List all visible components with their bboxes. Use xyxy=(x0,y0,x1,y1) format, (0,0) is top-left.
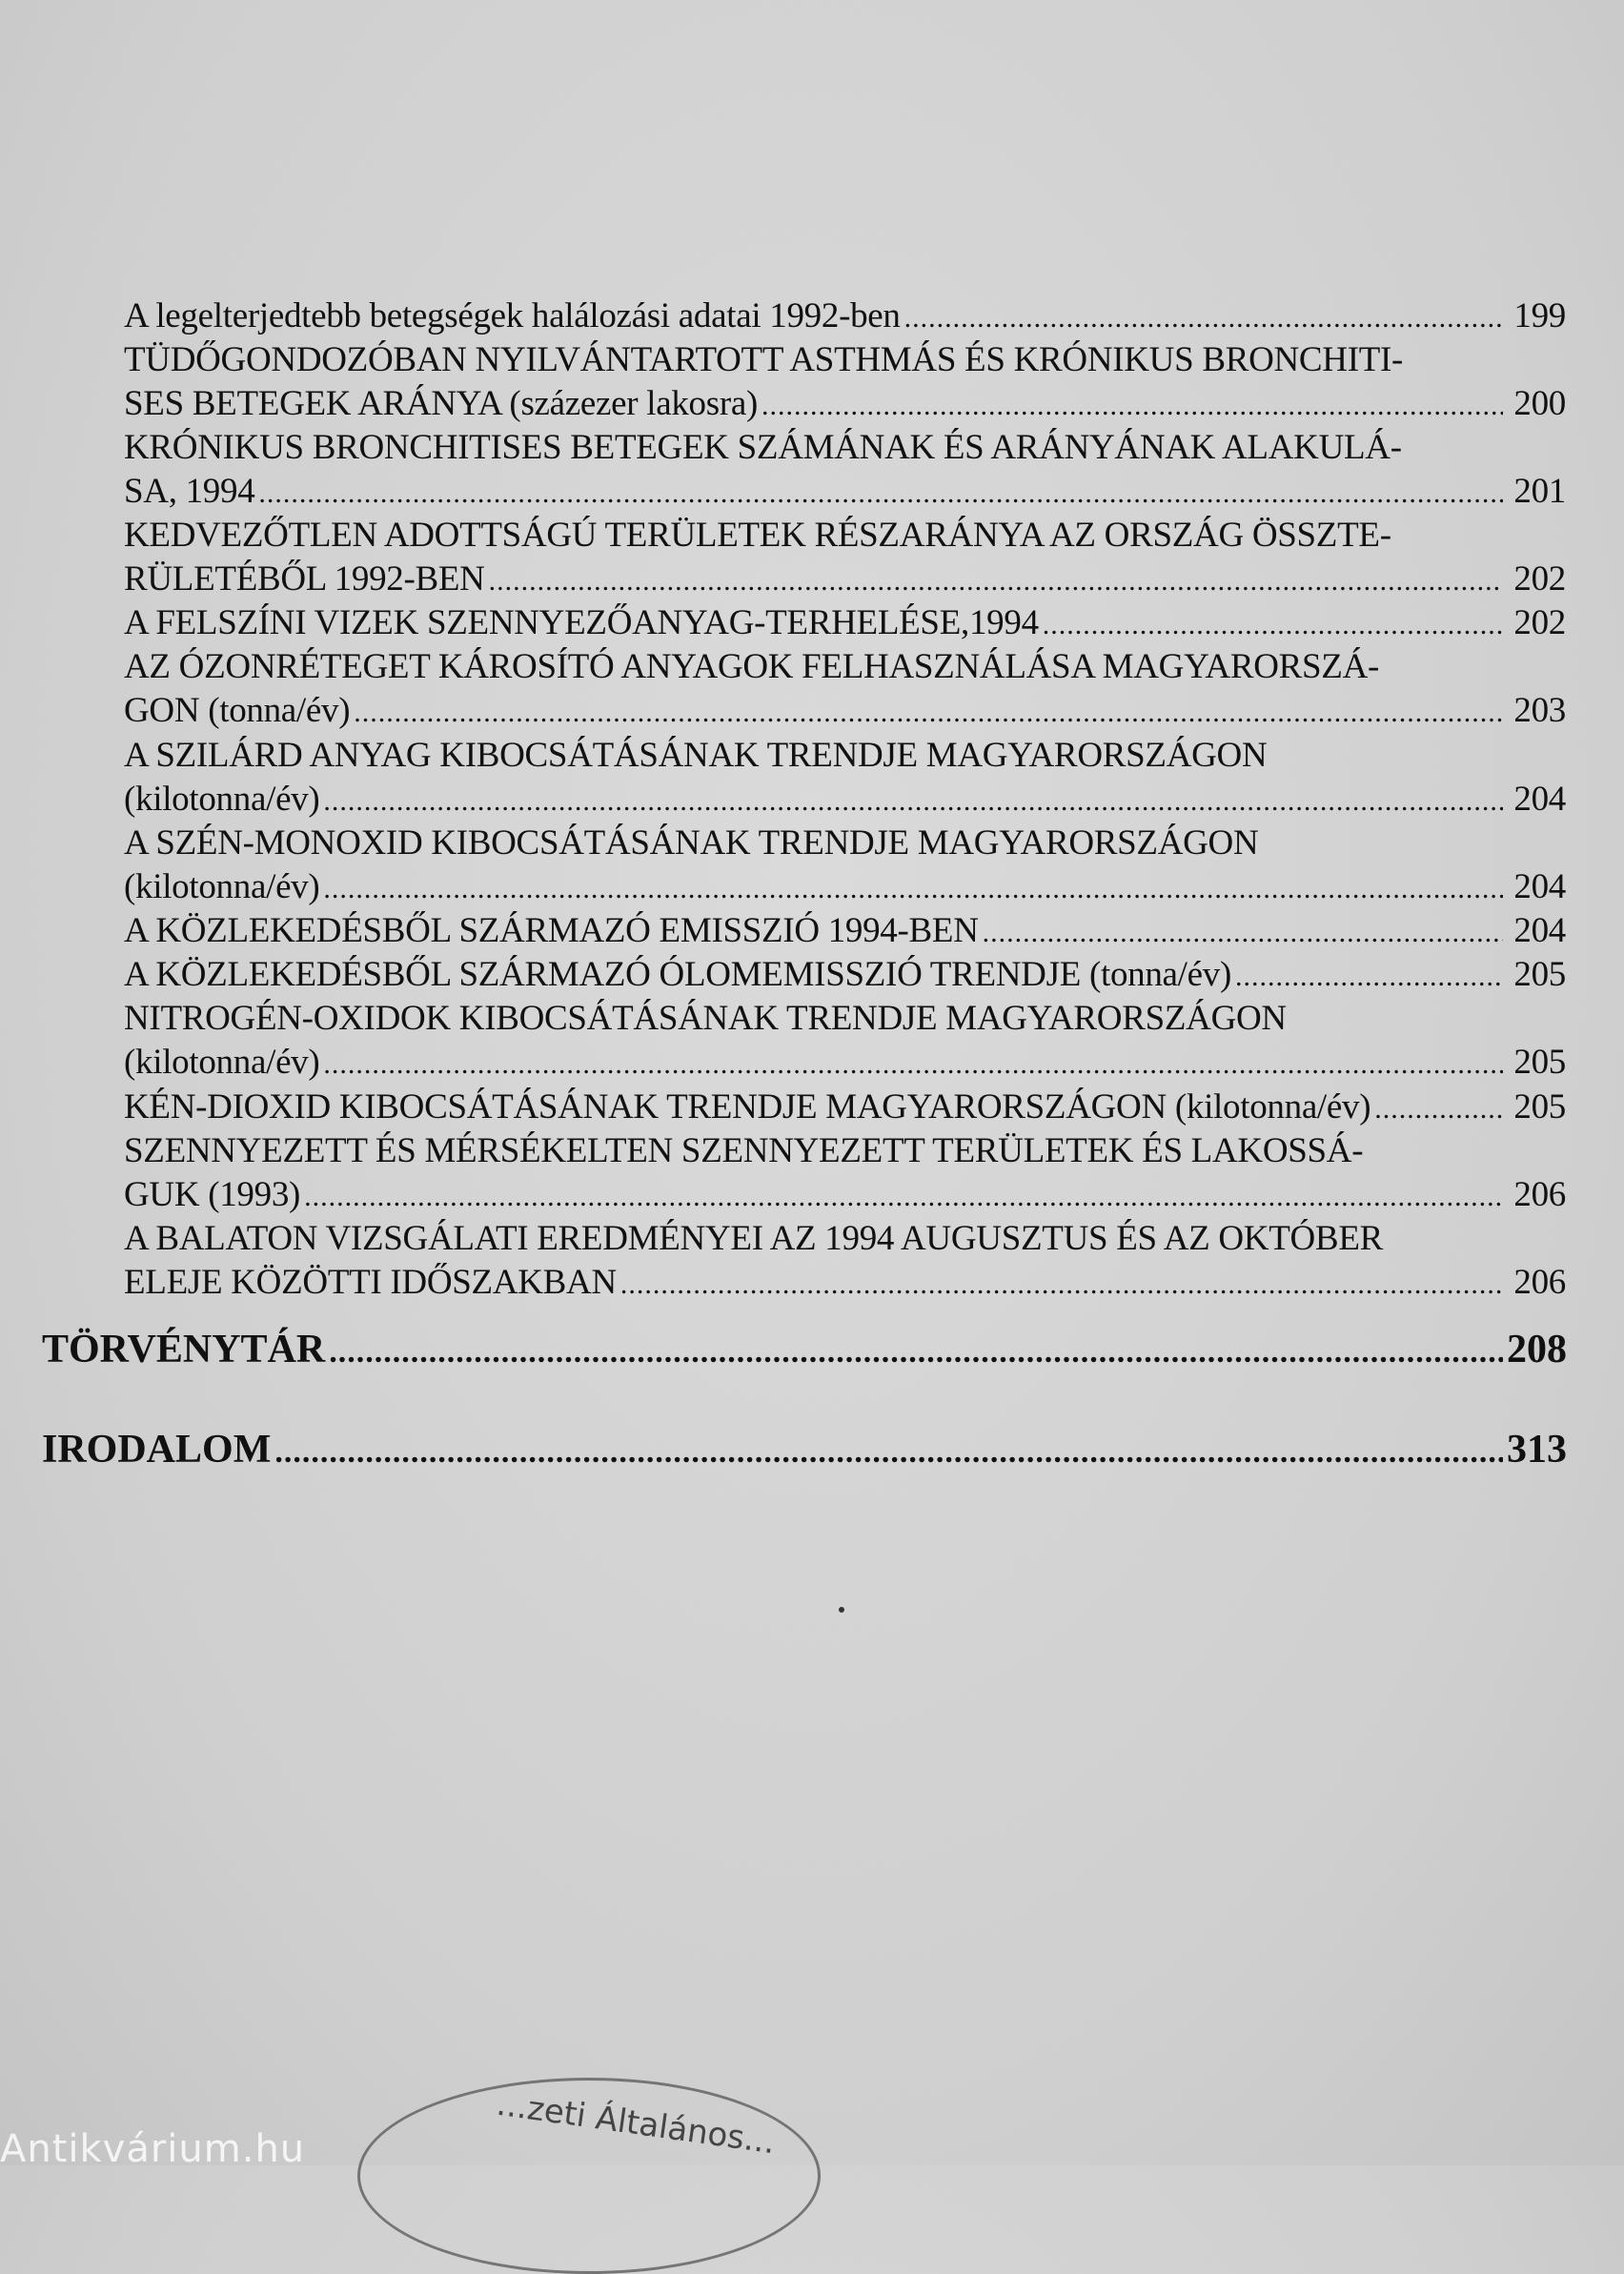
toc-entry-page: 206 xyxy=(1513,1263,1566,1302)
dot-leader xyxy=(274,1428,1503,1477)
toc-entry-last-line xyxy=(124,1041,1566,1085)
toc-entry-title-continued: (kilotonna/év) xyxy=(124,1043,320,1082)
toc-entry-page: 205 xyxy=(1513,1043,1566,1082)
toc-section xyxy=(42,1425,1567,1477)
toc-entry-title: KRÓNIKUS BRONCHITISES BETEGEK SZÁMÁNAK ÉS ARÁNYÁNAK ALAKULÁ- xyxy=(124,428,1402,467)
toc-entry-title: SZENNYEZETT ÉS MÉRSÉKELTEN SZENNYEZETT TERÜLETEK ÉS LAKOSSÁ- xyxy=(124,1131,1364,1170)
toc-entry-title-continued: GON (tonna/év) xyxy=(124,691,351,730)
toc-entry-page: 204 xyxy=(1513,780,1566,819)
toc-entry-last-line xyxy=(124,953,1566,997)
toc-entry-page: 203 xyxy=(1513,691,1566,730)
library-stamp-text: ...zeti Általános... xyxy=(494,2084,778,2162)
toc-entry xyxy=(124,294,1566,338)
dot-leader xyxy=(983,911,1503,955)
toc-entry xyxy=(124,601,1566,645)
toc-entry-page: 204 xyxy=(1513,867,1566,906)
toc-entry-last-line xyxy=(124,1173,1566,1217)
dot-leader xyxy=(1374,1087,1503,1131)
toc-entry xyxy=(124,909,1566,953)
dot-leader xyxy=(323,867,1503,911)
toc-entry xyxy=(124,997,1566,1085)
dot-leader xyxy=(354,691,1503,735)
dot-leader xyxy=(489,559,1503,603)
toc-entry-page: 202 xyxy=(1513,559,1566,599)
toc-section-page: 208 xyxy=(1507,1328,1567,1371)
toc-entry-last-line xyxy=(124,865,1566,909)
toc-entry-last-line xyxy=(124,909,1566,953)
ink-speck xyxy=(839,1607,844,1613)
toc-entry xyxy=(124,338,1566,426)
toc-entry-page: 202 xyxy=(1513,603,1566,642)
toc-entry-last-line xyxy=(124,601,1566,645)
toc-entry-title: A SZÉN-MONOXID KIBOCSÁTÁSÁNAK TRENDJE MAGYARORSZÁGON xyxy=(124,823,1259,863)
toc-entry xyxy=(124,1217,1566,1305)
toc-entry-page: 200 xyxy=(1513,384,1566,423)
toc-entry-title-continued: SES BETEGEK ARÁNYA (százezer lakosra) xyxy=(124,384,759,423)
dot-leader xyxy=(620,1263,1503,1307)
toc-entry xyxy=(124,953,1566,997)
dot-leader xyxy=(761,384,1503,428)
dot-leader xyxy=(329,1328,1503,1377)
toc-entry-last-line xyxy=(124,1086,1566,1129)
toc-entry-last-line xyxy=(124,470,1566,514)
toc-entry xyxy=(124,734,1566,822)
toc-entry-page: 206 xyxy=(1513,1175,1566,1214)
toc-entry-title-continued: (kilotonna/év) xyxy=(124,780,320,819)
toc-entry-title: AZ ÓZONRÉTEGET KÁROSÍTÓ ANYAGOK FELHASZNÁLÁSA MAGYARORSZÁ- xyxy=(124,647,1380,686)
toc-section-page: 313 xyxy=(1507,1428,1567,1472)
toc-entry xyxy=(124,645,1566,733)
toc-entry-last-line xyxy=(124,558,1566,601)
toc-entry-title-continued: GUK (1993) xyxy=(124,1175,301,1214)
toc-entry xyxy=(124,1086,1566,1129)
toc-entry-title: A KÖZLEKEDÉSBŐL SZÁRMAZÓ ÓLOMEMISSZIÓ TRENDJE (tonna/év) xyxy=(124,955,1231,994)
dot-leader xyxy=(258,472,1503,516)
watermark: Antikvárium.hu xyxy=(0,2127,306,2171)
toc-entry xyxy=(124,426,1566,514)
toc-entry-last-line xyxy=(124,382,1566,426)
toc-entry-title: A BALATON VIZSGÁLATI EREDMÉNYEI AZ 1994 AUGUSZTUS ÉS AZ OKTÓBER xyxy=(124,1219,1383,1258)
dot-leader xyxy=(323,780,1503,823)
toc-entry-title: NITROGÉN-OXIDOK KIBOCSÁTÁSÁNAK TRENDJE MAGYARORSZÁGON xyxy=(124,999,1287,1038)
toc-entry-title-continued: RÜLETÉBŐL 1992-BEN xyxy=(124,559,485,599)
toc-entry-last-line xyxy=(124,294,1566,338)
dot-leader xyxy=(1043,603,1503,647)
toc-entry-page: 201 xyxy=(1513,472,1566,511)
toc-entry-title: KÉN-DIOXID KIBOCSÁTÁSÁNAK TRENDJE MAGYARORSZÁGON (kilotonna/év) xyxy=(124,1087,1371,1127)
toc-entry xyxy=(124,822,1566,909)
toc-entry-title-continued: (kilotonna/év) xyxy=(124,867,320,906)
toc-entry-title: A KÖZLEKEDÉSBŐL SZÁRMAZÓ EMISSZIÓ 1994-BEN xyxy=(124,911,979,950)
toc-entry-title-continued: ELEJE KÖZÖTTI IDŐSZAKBAN xyxy=(124,1263,617,1302)
toc-section-title: IRODALOM xyxy=(42,1428,272,1472)
dot-leader xyxy=(904,296,1503,340)
toc-entry-title: A FELSZÍNI VIZEK SZENNYEZŐANYAG-TERHELÉSE,1994 xyxy=(124,603,1039,642)
toc-entry-last-line xyxy=(124,1261,1566,1305)
toc-entry-page: 204 xyxy=(1513,911,1566,950)
toc-entry-title: A SZILÁRD ANYAG KIBOCSÁTÁSÁNAK TRENDJE MAGYARORSZÁGON xyxy=(124,736,1268,775)
toc-entry-title-continued: SA, 1994 xyxy=(124,472,255,511)
toc-entry-page: 199 xyxy=(1513,296,1566,335)
toc-entry-title: A legelterjedtebb betegségek halálozási adatai 1992-ben xyxy=(124,296,901,335)
toc-entry xyxy=(124,1129,1566,1217)
dot-leader xyxy=(323,1043,1503,1086)
toc-entry xyxy=(124,514,1566,601)
toc-section-title: TÖRVÉNYTÁR xyxy=(42,1328,326,1371)
dot-leader xyxy=(1235,955,1503,999)
toc-entry-last-line xyxy=(124,778,1566,822)
toc-entry-page: 205 xyxy=(1513,955,1566,994)
toc-entry-title: TÜDŐGONDOZÓBAN NYILVÁNTARTOTT ASTHMÁS ÉS KRÓNIKUS BRONCHITI- xyxy=(124,340,1404,379)
toc-entry-last-line xyxy=(124,689,1566,733)
toc-section xyxy=(42,1325,1567,1377)
toc-entry-title: KEDVEZŐTLEN ADOTTSÁGÚ TERÜLETEK RÉSZARÁNYA AZ ORSZÁG ÖSSZTE- xyxy=(124,516,1391,555)
toc-entry-page: 205 xyxy=(1513,1087,1566,1127)
dot-leader xyxy=(304,1175,1503,1219)
